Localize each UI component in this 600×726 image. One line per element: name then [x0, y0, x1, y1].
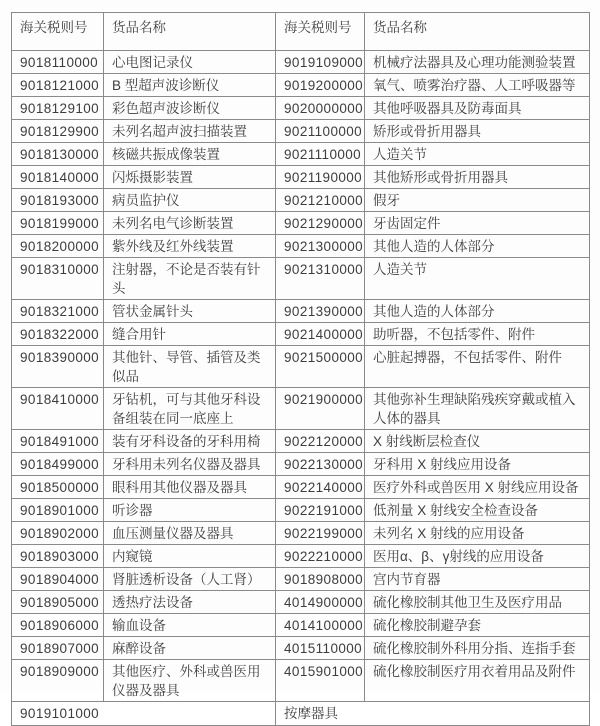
tariff-code-cell: 9018200000	[12, 235, 104, 258]
product-name-cell: 肾脏透析设备（人工肾）	[104, 568, 276, 591]
table-row	[12, 300, 590, 323]
tariff-code-cell: 9018909000	[12, 660, 104, 702]
tariff-code-cell: 9022199000	[276, 522, 365, 545]
table-row	[12, 388, 590, 430]
tariff-code-cell: 9020000000	[276, 97, 365, 120]
table-row	[12, 97, 590, 120]
product-name-cell: 硫化橡胶制其他卫生及医疗用品	[365, 591, 590, 614]
tariff-code-cell: 9022210000	[276, 545, 365, 568]
footer-row	[12, 702, 590, 726]
footer-product-name-cell: 按摩器具	[276, 702, 590, 726]
column-header-tariff-code-left: 海关税则号	[12, 13, 104, 51]
table-row	[12, 166, 590, 189]
tariff-code-cell: 9021190000	[276, 166, 365, 189]
tariff-code-cell: 9018906000	[12, 614, 104, 637]
product-name-cell: 核磁共振成像装置	[104, 143, 276, 166]
product-name-cell: 输血设备	[104, 614, 276, 637]
table-row	[12, 323, 590, 346]
product-name-cell: 透热疗法设备	[104, 591, 276, 614]
tariff-code-cell: 9021100000	[276, 120, 365, 143]
tariff-code-cell: 9018199000	[12, 212, 104, 235]
table-row	[12, 430, 590, 453]
tariff-code-cell: 9018902000	[12, 522, 104, 545]
table-body	[12, 51, 590, 702]
product-name-cell: 人造关节	[365, 143, 590, 166]
product-name-cell: 其他呼吸器具及防毒面具	[365, 97, 590, 120]
product-name-cell: 硫化橡胶制外科用分指、连指手套	[365, 637, 590, 660]
product-name-cell: 其他弥补生理缺陷残疾穿戴或植入人体的器具	[365, 388, 590, 430]
product-name-cell: 装有牙科设备的牙科用椅	[104, 430, 276, 453]
tariff-code-cell: 9018193000	[12, 189, 104, 212]
product-name-cell: 宫内节育器	[365, 568, 590, 591]
product-name-cell: 听诊器	[104, 499, 276, 522]
tariff-code-cell: 9018130000	[12, 143, 104, 166]
product-name-cell: 紫外线及红外线装置	[104, 235, 276, 258]
product-name-cell: X 射线断层检查仪	[365, 430, 590, 453]
table-row	[12, 453, 590, 476]
table-row	[12, 235, 590, 258]
table-row	[12, 568, 590, 591]
tariff-code-cell: 9018904000	[12, 568, 104, 591]
product-name-cell: 氧气、喷雾治疗器、人工呼吸器等	[365, 74, 590, 97]
product-name-cell: 管状金属针头	[104, 300, 276, 323]
product-name-cell: 牙科用 X 射线应用设备	[365, 453, 590, 476]
product-name-cell: 其他人造的人体部分	[365, 300, 590, 323]
table-row	[12, 258, 590, 300]
product-name-cell: 麻醉设备	[104, 637, 276, 660]
table-row	[12, 212, 590, 235]
product-name-cell: 医用α、β、γ射线的应用设备	[365, 545, 590, 568]
table-footer	[12, 702, 590, 726]
tariff-code-cell: 4014900000	[276, 591, 365, 614]
product-name-cell: 内窥镜	[104, 545, 276, 568]
tariff-code-cell: 9018322000	[12, 323, 104, 346]
tariff-code-cell: 9018129900	[12, 120, 104, 143]
product-name-cell: 牙齿固定件	[365, 212, 590, 235]
table-row	[12, 545, 590, 568]
product-name-cell: 其他人造的人体部分	[365, 235, 590, 258]
tariff-code-cell: 9018907000	[12, 637, 104, 660]
table-row	[12, 499, 590, 522]
product-name-cell: 机械疗法器具及心理功能测验装置	[365, 51, 590, 74]
tariff-code-cell: 9022120000	[276, 430, 365, 453]
tariff-code-cell: 9018310000	[12, 258, 104, 300]
table-row	[12, 346, 590, 388]
tariff-code-cell: 9022140000	[276, 476, 365, 499]
tariff-code-cell: 9018321000	[12, 300, 104, 323]
table-header	[12, 13, 590, 51]
product-name-cell: 缝合用针	[104, 323, 276, 346]
tariff-code-cell: 9019109000	[276, 51, 365, 74]
tariff-code-cell: 9018500000	[12, 476, 104, 499]
product-name-cell: 病员监护仪	[104, 189, 276, 212]
tariff-code-cell: 9018140000	[12, 166, 104, 189]
product-name-cell: 闪烁摄影装置	[104, 166, 276, 189]
column-header-product-name-right: 货品名称	[365, 13, 590, 51]
tariff-code-cell: 9021900000	[276, 388, 365, 430]
tariff-code-cell: 9021290000	[276, 212, 365, 235]
table-row	[12, 120, 590, 143]
tariff-code-cell: 9018901000	[12, 499, 104, 522]
tariff-code-cell: 9018410000	[12, 388, 104, 430]
table-row	[12, 476, 590, 499]
tariff-code-cell: 9018499000	[12, 453, 104, 476]
product-name-cell: 其他医疗、外科或兽医用仪器及器具	[104, 660, 276, 702]
product-name-cell: 假牙	[365, 189, 590, 212]
product-name-cell: 牙钻机，可与其他牙科设备组装在同一底座上	[104, 388, 276, 430]
table-row	[12, 189, 590, 212]
product-name-cell: 硫化橡胶制医疗用衣着用品及附件	[365, 660, 590, 702]
tariff-code-cell: 9018121000	[12, 74, 104, 97]
tariff-code-cell: 9021310000	[276, 258, 365, 300]
product-name-cell: 其他针、导管、插管及类似品	[104, 346, 276, 388]
product-name-cell: 硫化橡胶制避孕套	[365, 614, 590, 637]
tariff-code-cell: 9018905000	[12, 591, 104, 614]
product-name-cell: 彩色超声波诊断仪	[104, 97, 276, 120]
table-row	[12, 143, 590, 166]
product-name-cell: B 型超声波诊断仪	[104, 74, 276, 97]
table-row	[12, 74, 590, 97]
product-name-cell: 未列名超声波扫描装置	[104, 120, 276, 143]
footer-tariff-code-cell: 9019101000	[12, 702, 276, 726]
tariff-code-cell: 9021210000	[276, 189, 365, 212]
tariff-code-cell: 4014100000	[276, 614, 365, 637]
header-row	[12, 13, 590, 51]
tariff-code-cell: 4015110000	[276, 637, 365, 660]
product-name-cell: 心脏起搏器，不包括零件、附件	[365, 346, 590, 388]
product-name-cell: 未列名 X 射线的应用设备	[365, 522, 590, 545]
product-name-cell: 低剂量 X 射线安全检查设备	[365, 499, 590, 522]
tariff-code-cell: 9021110000	[276, 143, 365, 166]
product-name-cell: 其他矫形或骨折用器具	[365, 166, 590, 189]
tariff-code-cell: 9019200000	[276, 74, 365, 97]
tariff-code-cell: 4015901000	[276, 660, 365, 702]
product-name-cell: 牙科用未列名仪器及器具	[104, 453, 276, 476]
tariff-code-cell: 9022191000	[276, 499, 365, 522]
tariff-code-cell: 9018491000	[12, 430, 104, 453]
product-name-cell: 人造关节	[365, 258, 590, 300]
table-row	[12, 614, 590, 637]
product-name-cell: 未列名电气诊断装置	[104, 212, 276, 235]
tariff-code-cell: 9022130000	[276, 453, 365, 476]
tariff-code-cell: 9018390000	[12, 346, 104, 388]
column-header-product-name-left: 货品名称	[104, 13, 276, 51]
tariff-code-table	[11, 12, 590, 726]
tariff-code-cell: 9018908000	[276, 568, 365, 591]
product-name-cell: 注射器，不论是否装有针头	[104, 258, 276, 300]
table-row	[12, 51, 590, 74]
tariff-code-cell: 9018129100	[12, 97, 104, 120]
product-name-cell: 心电图记录仪	[104, 51, 276, 74]
table-row	[12, 660, 590, 702]
product-name-cell: 助听器，不包括零件、附件	[365, 323, 590, 346]
tariff-code-cell: 9021400000	[276, 323, 365, 346]
column-header-tariff-code-right: 海关税则号	[276, 13, 365, 51]
tariff-code-cell: 9021390000	[276, 300, 365, 323]
tariff-code-cell: 9021300000	[276, 235, 365, 258]
product-name-cell: 血压测量仪器及器具	[104, 522, 276, 545]
tariff-code-cell: 9018903000	[12, 545, 104, 568]
product-name-cell: 眼科用其他仪器及器具	[104, 476, 276, 499]
tariff-code-cell: 9018110000	[12, 51, 104, 74]
table-row	[12, 522, 590, 545]
product-name-cell: 医疗外科或兽医用 X 射线应用设备	[365, 476, 590, 499]
table-row	[12, 637, 590, 660]
tariff-code-cell: 9021500000	[276, 346, 365, 388]
table-row	[12, 591, 590, 614]
product-name-cell: 矫形或骨折用器具	[365, 120, 590, 143]
